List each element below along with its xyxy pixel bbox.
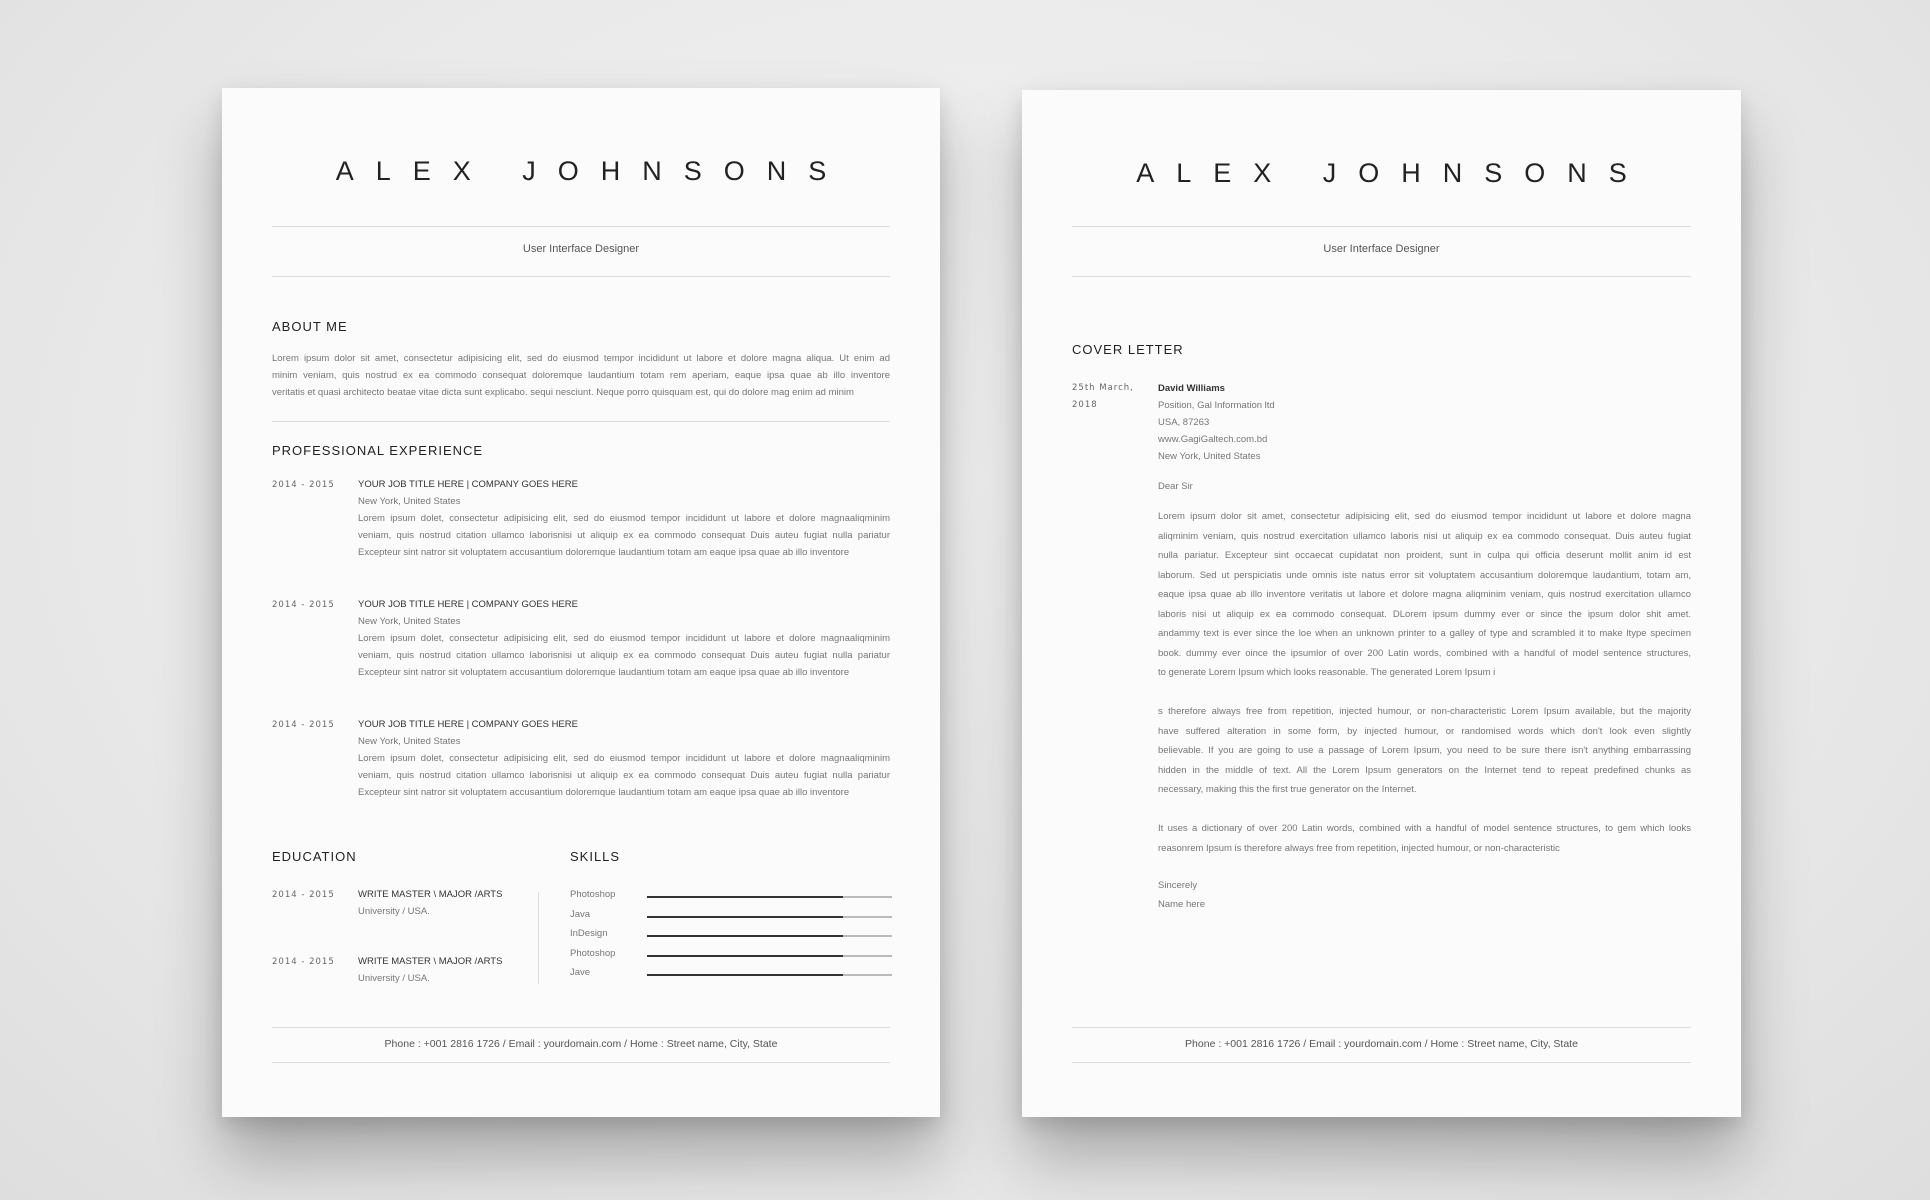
job-title: YOUR JOB TITLE HERE | COMPANY GOES HERE [358,479,578,490]
skill-name: Java [570,908,591,920]
skill-name: Jave [570,967,591,978]
text-line: hidden in the middle of text. All the Lorem Ipsum generators on the Internet tend to repeat predefined chunks as [1158,764,1691,776]
resume-job-title: User Interface Designer [522,243,640,255]
text-line: aliqminim veniam, quis nostrud exercitation ullamco laboris nisi ut aliquip ex ea commodo consequat. Duis auteu fugiat [1158,530,1691,542]
skill-level-bar [647,955,892,957]
skill-level-bar [647,935,892,937]
job-description-line: veniam, quis nostrud citation ullamco laborisnisi ut aliquip ex ea commodo consequat Duis auteu fugiat nulla pariatur [358,650,890,661]
job-location: New York, United States [358,496,461,507]
divider [1072,1062,1691,1063]
text-line: have suffered alteration in some form, by injected humour, or randomised words which don't look even slightly [1158,725,1691,737]
recipient-line: www.GagiGaltech.com.bd [1158,434,1268,445]
letter-paragraph [1158,507,1691,683]
education-dates: 2014 - 2015 [272,890,335,900]
text-line: s therefore always free from repetition, injected humour, or non-characteristic Lorem Ipsum available, but the majority [1158,706,1691,717]
text-line: nulla pariatur. Excepteur sint occaecat cupidatat non proident, sunt in culpa qui officia deserunt mollit anim id est [1158,550,1691,561]
job-details [358,476,890,561]
recipient-name: David Williams [1158,383,1225,394]
education-dates: 2014 - 2015 [272,957,335,967]
education-heading: EDUCATION [272,849,357,864]
about-text [272,350,890,401]
text-line: reasonrem Ipsum is therefore always free from repetition, injected humour, or non-characteristic [1158,842,1560,854]
skill-level-bar [647,974,892,976]
signature: Name here [1158,899,1205,910]
skill-level-bar [647,916,892,918]
job-details [358,596,890,681]
skill-level-fill [647,935,843,937]
text-line: laboris nisi ut aliquip ex ea commodo consequat. DLorem ipsum dummy ever or since the ipsum dolor shit amet. [1158,608,1691,620]
divider [272,421,890,422]
job-description-line: Lorem ipsum dolet, consectetur adipisicing elit, sed do eiusmod tempor incididunt ut labore et dolore magnaaliqminim [358,633,890,644]
skill-level-fill [647,896,843,898]
recipient-block [1158,380,1275,465]
text-line: necessary, making this the first true generator on the Internet. [1158,784,1417,795]
date-line: 2018 [1072,400,1098,410]
skill-name: InDesign [570,928,608,939]
text-line: minim veniam, quis nostrud ex ea commodo consequat doloremque laudantium totam rem aperiam, eaque ipsa quae ab illo inventore [272,370,890,381]
contact-footer: Phone : +001 2816 1726 / Email : yourdomain.com / Home : Street name, City, State [384,1038,778,1050]
cover-letter-page [1022,90,1741,1117]
text-line: laborum. Sed ut perspiciatis unde omnis iste natus error sit voluptatem accusantium doloremque laudantium, totam am, [1158,569,1691,581]
resume-page [222,88,940,1117]
job-description-line: Lorem ipsum dolet, consectetur adipisicing elit, sed do eiusmod tempor incididunt ut labore et dolore magnaaliqminim [358,753,890,764]
education-details [358,953,502,987]
about-heading: ABOUT ME [272,319,348,334]
text-line: veritatis et quasi architecto beatae vitae dicta sunt explicabo. sequi nesciunt. Neque porro quisquam est, qui do dolore mag enim ad minim [272,387,854,398]
divider [1072,226,1691,227]
job-location: New York, United States [358,616,461,627]
text-line: believable. If you are going to use a passage of Lorem Ipsum, you need to be sure there isn't anything embarrassing [1158,745,1691,756]
letter-paragraph [1158,819,1691,858]
divider [1072,276,1691,277]
job-dates: 2014 - 2015 [272,480,335,490]
skill-level-fill [647,974,843,976]
job-description-line: veniam, quis nostrud citation ullamco laborisnisi ut aliquip ex ea commodo consequat Duis auteu fugiat nulla pariatur [358,770,890,781]
job-description-line: veniam, quis nostrud citation ullamco laborisnisi ut aliquip ex ea commodo consequat Duis auteu fugiat nulla pariatur [358,530,890,541]
skill-level-fill [647,955,843,957]
cover-name: ALEX JOHNSONS [1136,158,1649,188]
skill-level-bar [647,896,892,898]
skill-name: Photoshop [570,947,616,959]
job-description-line: Excepteur sint natror sit voluptatem accusantium doloremque laudantium totam am eaque ipsa quae ab illo inventore [358,787,850,798]
experience-heading: PROFESSIONAL EXPERIENCE [272,443,484,458]
divider [272,226,890,227]
text-line: eaque ipsa quae ab illo inventore veritatis ut labore et dolore magna aliqminim veniam, quis nostrud exercitation ullamco [1158,589,1691,600]
letter-paragraph [1158,702,1691,800]
job-title: YOUR JOB TITLE HERE | COMPANY GOES HERE [358,599,578,610]
text-line: andammy text is ever since the loe when an unknown printer to a galley of type and scrambled it to make ltype specimen [1158,628,1691,639]
education-school: University / USA. [358,973,430,984]
greeting: Dear Sir [1158,481,1193,492]
job-description-line: Excepteur sint natror sit voluptatem accusantium doloremque laudantium totam am eaque ipsa quae ab illo inventore [358,547,850,558]
divider [272,1062,890,1063]
job-dates: 2014 - 2015 [272,600,335,610]
column-divider [538,892,539,984]
skills-heading: SKILLS [570,849,621,864]
text-line: It uses a dictionary of over 200 Latin words, combined with a handful of model sentence structures, to gem which looks [1158,823,1691,834]
text-line: to generate Lorem Ipsum which looks reasonable. The generated Lorem Ipsum i [1158,667,1496,678]
skill-level-fill [647,916,843,918]
closing: Sincerely [1158,880,1198,891]
job-location: New York, United States [358,736,461,747]
recipient-line: USA, 87263 [1158,417,1210,428]
text-line: Lorem ipsum dolor sit amet, consectetur adipisicing elit, sed do eiusmod tempor incididunt ut labore et dolore magna [1158,511,1691,522]
education-details [358,886,502,920]
job-dates: 2014 - 2015 [272,720,335,730]
divider [1072,1027,1691,1028]
education-school: University / USA. [358,906,430,917]
job-title: YOUR JOB TITLE HERE | COMPANY GOES HERE [358,719,578,730]
text-line: book. dummy ever oince the ipsumlor of over 200 Latin words, combined with a handful of model sentence structures, [1158,647,1691,659]
education-degree: WRITE MASTER \ MAJOR /ARTS [358,956,503,967]
job-details [358,716,890,801]
job-description-line: Lorem ipsum dolet, consectetur adipisicing elit, sed do eiusmod tempor incididunt ut labore et dolore magnaaliqminim [358,513,890,524]
text-line: Lorem ipsum dolor sit amet, consectetur adipisicing elit, sed do eiusmod tempor incididunt ut labore et dolore magna aliqua. Ut enim ad [272,353,890,364]
cover-letter-heading: COVER LETTER [1072,342,1184,357]
skill-name: Photoshop [570,889,616,900]
cover-job-title: User Interface Designer [1323,243,1440,255]
letter-date [1072,380,1134,414]
recipient-line: Position, Gal Information ltd [1158,400,1275,411]
divider [272,1027,890,1028]
education-degree: WRITE MASTER \ MAJOR /ARTS [358,889,503,900]
recipient-line: New York, United States [1158,451,1261,462]
job-description-line: Excepteur sint natror sit voluptatem accusantium doloremque laudantium totam am eaque ipsa quae ab illo inventore [358,667,850,678]
date-line: 25th March, [1072,383,1134,393]
contact-footer: Phone : +001 2816 1726 / Email : yourdomain.com / Home : Street name, City, State [1185,1038,1578,1050]
resume-name: ALEX JOHNSONS [335,156,849,186]
divider [272,276,890,277]
